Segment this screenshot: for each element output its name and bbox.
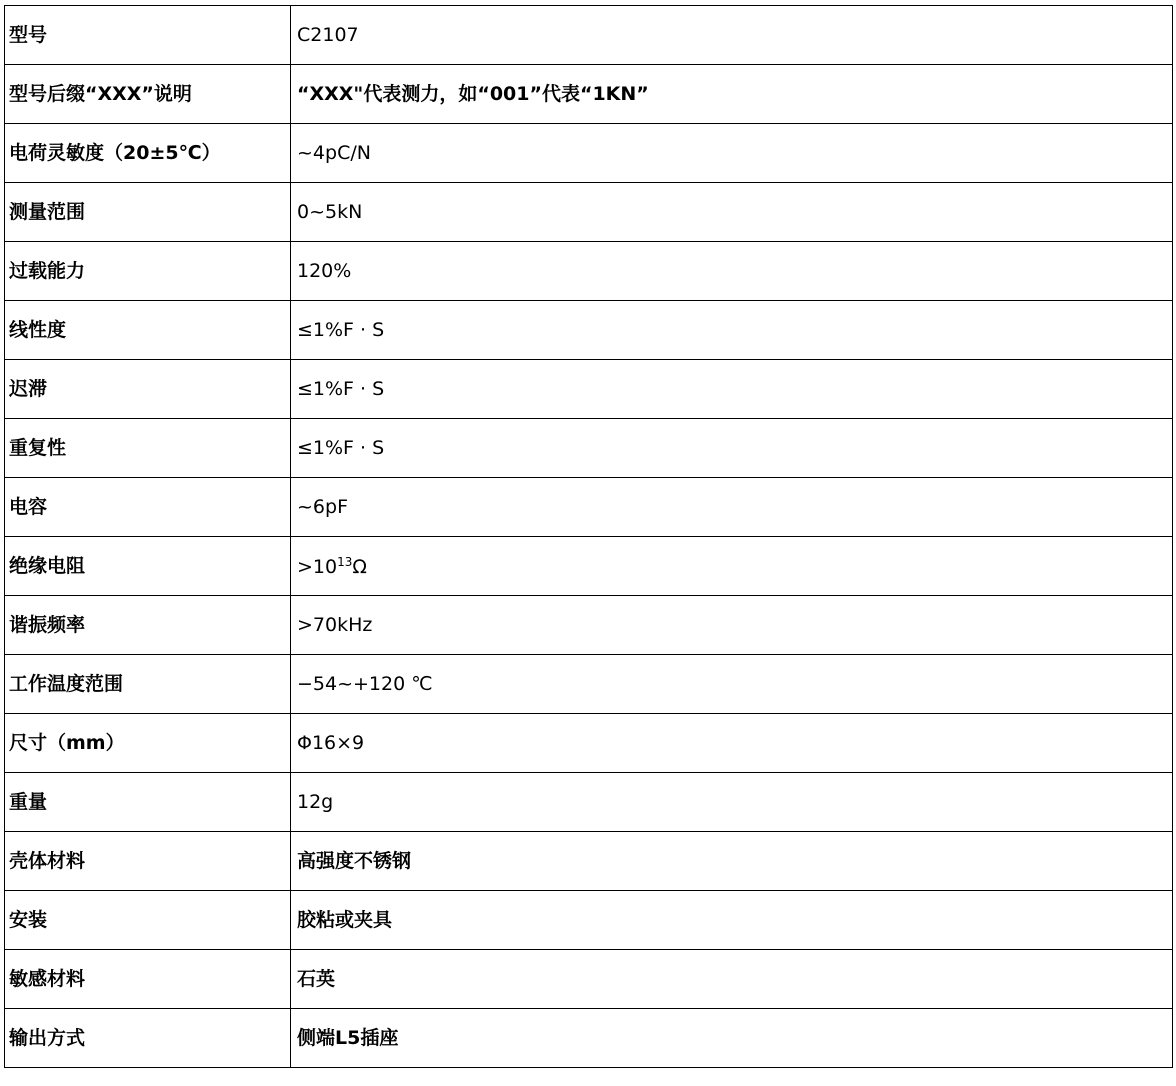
spec-value: 侧端L5插座 [297,1026,399,1049]
spec-value: >70kHz [297,613,373,636]
spec-param-label: 敏感材料 [5,950,291,1009]
spec-value: 石英 [297,967,336,990]
spec-value: 胶粘或夹具 [297,908,393,931]
spec-row [5,419,1173,478]
spec-param-label: 迟滞 [5,360,291,419]
spec-row [5,832,1173,891]
spec-value-cell [291,891,1173,950]
spec-value-cell [291,65,1173,124]
spec-param-label: 安装 [5,891,291,950]
spec-value: 12g [297,790,334,813]
spec-param-label: 尺寸（mm） [5,714,291,773]
spec-param-label: 电荷灵敏度（20±5℃） [5,124,291,183]
spec-value-cell [291,360,1173,419]
spec-value: ≤1%F · S [297,318,385,341]
spec-row [5,301,1173,360]
spec-value: 120% [297,259,352,282]
spec-row [5,478,1173,537]
spec-param-label: 型号后缀“XXX”说明 [5,65,291,124]
spec-row [5,6,1173,65]
spec-param-label: 测量范围 [5,183,291,242]
spec-table [4,5,1173,1068]
spec-param-label: 壳体材料 [5,832,291,891]
spec-value-exponent: 13 [337,554,353,569]
spec-value: ~4pC/N [297,141,371,164]
spec-param-label: 型号 [5,6,291,65]
spec-value-cell [291,242,1173,301]
spec-value: 0~5kN [297,200,363,223]
spec-param-label: 电容 [5,478,291,537]
spec-value-cell [291,714,1173,773]
spec-param-label: 谐振频率 [5,596,291,655]
spec-value-cell [291,301,1173,360]
spec-value: Φ16×9 [297,731,365,754]
spec-value: 高强度不锈钢 [297,849,412,872]
spec-value-cell [291,773,1173,832]
spec-value-cell [291,6,1173,65]
spec-row [5,183,1173,242]
spec-param-label: 工作温度范围 [5,655,291,714]
spec-value: C2107 [297,23,359,46]
spec-row [5,596,1173,655]
spec-value-cell [291,419,1173,478]
spec-row [5,537,1173,596]
spec-value: >10 [297,555,338,578]
spec-value: “XXX"代表测力，如“001”代表“1KN” [297,82,649,105]
spec-table-body [5,6,1173,1068]
spec-value-cell [291,596,1173,655]
spec-value-cell [291,1009,1173,1068]
spec-row [5,1009,1173,1068]
spec-value-cell [291,537,1173,596]
spec-value: ≤1%F · S [297,377,385,400]
spec-value-cell [291,832,1173,891]
spec-value: ≤1%F · S [297,436,385,459]
spec-row [5,950,1173,1009]
spec-row [5,655,1173,714]
spec-param-label: 绝缘电阻 [5,537,291,596]
spec-value-cell [291,124,1173,183]
spec-param-label: 过载能力 [5,242,291,301]
spec-value-cell [291,478,1173,537]
spec-row [5,891,1173,950]
spec-value-unit: Ω [352,555,367,578]
spec-value-cell [291,655,1173,714]
spec-value-cell [291,950,1173,1009]
spec-value-cell [291,183,1173,242]
spec-value: −54~+120 ℃ [297,672,433,695]
spec-param-label: 重复性 [5,419,291,478]
spec-row [5,773,1173,832]
spec-value: ~6pF [297,495,348,518]
spec-row [5,714,1173,773]
spec-row [5,124,1173,183]
spec-row [5,65,1173,124]
spec-param-label: 线性度 [5,301,291,360]
spec-param-label: 重量 [5,773,291,832]
spec-row [5,242,1173,301]
spec-param-label: 输出方式 [5,1009,291,1068]
spec-row [5,360,1173,419]
